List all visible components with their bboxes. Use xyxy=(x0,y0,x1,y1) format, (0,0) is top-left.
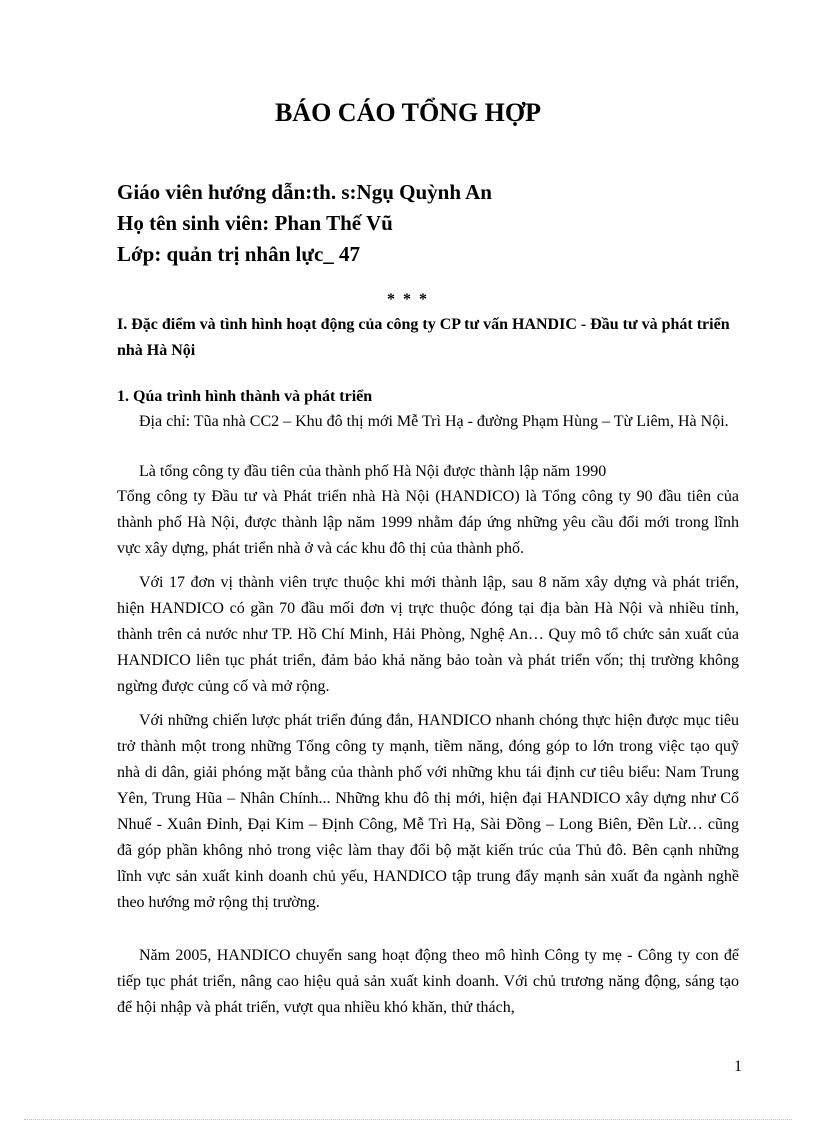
advisor-line: Giáo viên hướng dẫn:th. s:Ngụ Quỳnh An xyxy=(117,180,492,204)
subsection-heading: 1. Qúa trình hình thành và phát triển xyxy=(117,388,373,405)
section-separator: * * * xyxy=(387,291,429,308)
address-paragraph: Địa chỉ: Tũa nhà CC2 – Khu đô thị mới Mễ Trì Hạ - đường Phạm Hùng – Từ Liêm, Hà Nội. xyxy=(139,413,729,430)
page-bottom-divider xyxy=(24,1119,792,1120)
class-line: Lớp: quản trị nhân lực_ 47 xyxy=(117,242,361,266)
page-number: 1 xyxy=(734,1058,742,1075)
student-name-line: Họ tên sinh viên: Phan Thế Vũ xyxy=(117,211,393,235)
intro-paragraph: Là tổng công ty đầu tiên của thành phố Hà Nội được thành lập năm 1990 xyxy=(139,463,607,480)
body-paragraph-4: Năm 2005, HANDICO chuyển sang hoạt động theo mô hình Công ty mẹ - Công ty con để tiếp tục phát triển, nâng cao hiệu quả sản xuất kinh doanh. Với chủ trương năng động, sáng tạo để hội nhập và phát triển, vượt qua nhiều khó khăn, thử thách, xyxy=(117,947,739,1016)
body-paragraph-1: Tổng công ty Đầu tư và Phát triển nhà Hà Nội (HANDICO) là Tổng công ty 90 đầu tiên của thành phố Hà Nội, được thành lập năm 1999 nhằm đáp ứng những yêu cầu đổi mới trong lĩnh vực xây dựng, phát triển nhà ở và các khu đô thị của thành phố. xyxy=(117,488,739,557)
body-paragraph-3: Với những chiến lược phát triển đúng đắn, HANDICO nhanh chóng thực hiện được mục tiêu trở thành một trong những Tổng công ty mạnh, tiềm năng, đóng góp to lớn trong việc tạo quỹ nhà di dân, giải phóng mặt bằng của thành phố với những khu tái định cư tiêu biểu: Nam Trung Yên, Trung Hũa – Nhân Chính... Những khu đô thị mới, hiện đại HANDICO xây dựng như Cổ Nhuế - Xuân Đỉnh, Đại Kim – Định Công, Mễ Trì Hạ, Sài Đồng – Long Biên, Đền Lừ… cũng đã góp phần không nhỏ trong việc làm thay đổi bộ mặt kiến trúc của Thủ đô. Bên cạnh những lĩnh vực sản xuất kinh doanh chủ yếu, HANDICO tập trung đẩy mạnh sản xuất đa ngành nghề theo hướng mở rộng thị trường. xyxy=(117,712,739,911)
report-title: BÁO CÁO TỔNG HỢP xyxy=(274,98,542,127)
body-paragraph-2: Với 17 đơn vị thành viên trực thuộc khi mới thành lập, sau 8 năm xây dựng và phát triển, hiện HANDICO có gần 70 đầu mối đơn vị trực thuộc đóng tại địa bàn Hà Nội và nhiều tỉnh, thành trên cả nước như TP. Hồ Chí Minh, Hải Phòng, Nghệ An… Quy mô tổ chức sản xuất của HANDICO liên tục phát triển, đảm bảo khả năng bảo toàn và phát triển vốn; thị trường không ngừng được củng cố và mở rộng. xyxy=(117,574,739,695)
section-heading: I. Đặc điểm và tình hình hoạt động của công ty CP tư vấn HANDIC - Đầu tư và phát triển nhà Hà Nội xyxy=(117,316,730,359)
